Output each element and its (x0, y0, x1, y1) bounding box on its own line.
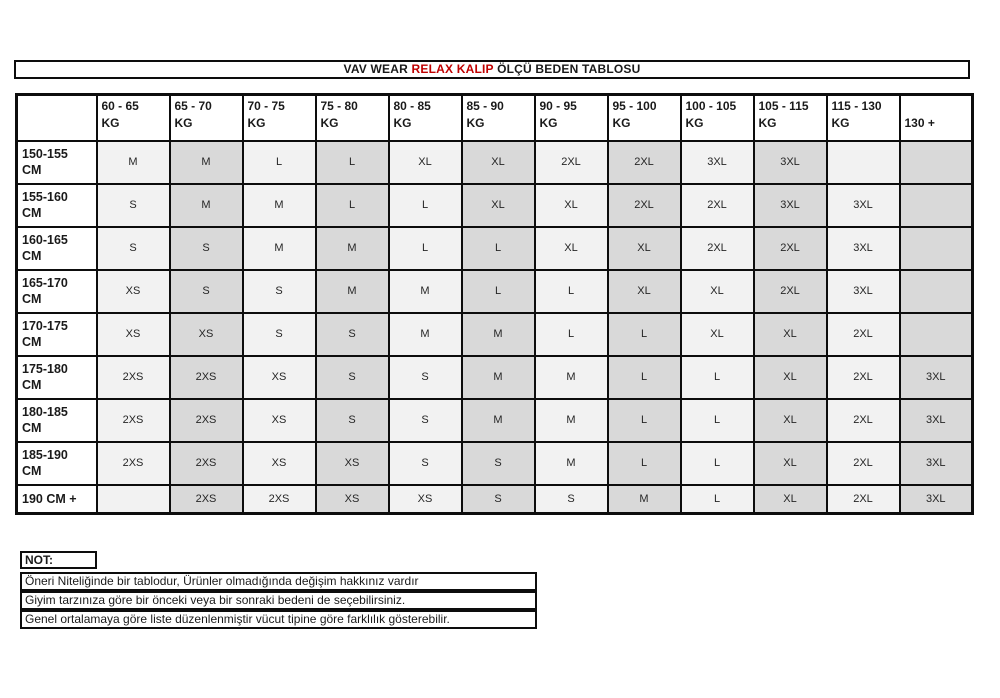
size-cell: S (316, 356, 389, 399)
size-cell: XS (316, 442, 389, 485)
size-cell: XL (462, 184, 535, 227)
size-cell (900, 141, 973, 184)
size-cell: 2XL (608, 141, 681, 184)
size-cell: S (97, 184, 170, 227)
size-cell: 2XS (243, 485, 316, 514)
size-cell: S (389, 356, 462, 399)
size-cell (97, 485, 170, 514)
col-header-9: 100 - 105 KG (681, 95, 754, 141)
size-cell: S (170, 270, 243, 313)
size-cell: XL (754, 356, 827, 399)
size-cell: M (462, 399, 535, 442)
size-cell: 2XL (608, 184, 681, 227)
note-item: Giyim tarzınıza göre bir önceki veya bir sonraki bedeni de seçebilirsiniz. (20, 591, 537, 610)
size-cell: 2XL (827, 442, 900, 485)
size-cell: 3XL (900, 399, 973, 442)
size-cell: M (608, 485, 681, 514)
size-cell: XL (462, 141, 535, 184)
row-header: 155-160 CM (17, 184, 97, 227)
size-cell: XL (535, 184, 608, 227)
size-cell: M (97, 141, 170, 184)
title-highlight: RELAX KALIP (411, 62, 494, 76)
size-cell: L (316, 141, 389, 184)
row-header: 175-180 CM (17, 356, 97, 399)
size-cell: XS (170, 313, 243, 356)
size-cell: L (462, 270, 535, 313)
size-cell: L (681, 399, 754, 442)
size-cell: XL (608, 227, 681, 270)
col-header-5: 80 - 85 KG (389, 95, 462, 141)
size-cell (827, 141, 900, 184)
size-cell: M (535, 442, 608, 485)
size-cell: S (389, 442, 462, 485)
size-cell: 3XL (827, 270, 900, 313)
size-cell: XS (316, 485, 389, 514)
size-cell: 2XL (827, 485, 900, 514)
size-cell: 2XS (97, 399, 170, 442)
size-cell: XS (389, 485, 462, 514)
size-cell: 3XL (754, 141, 827, 184)
size-cell: XL (681, 313, 754, 356)
size-cell: XL (389, 141, 462, 184)
size-cell: 2XS (170, 356, 243, 399)
size-cell (900, 313, 973, 356)
size-cell: 2XS (97, 356, 170, 399)
size-cell: 3XL (754, 184, 827, 227)
col-header-12: 130 + (900, 95, 973, 141)
col-header-2: 65 - 70 KG (170, 95, 243, 141)
size-cell: S (243, 270, 316, 313)
size-cell: 2XL (827, 356, 900, 399)
size-cell: 2XL (754, 227, 827, 270)
size-cell: S (97, 227, 170, 270)
col-header-8: 95 - 100 KG (608, 95, 681, 141)
size-cell: M (462, 313, 535, 356)
size-cell (900, 184, 973, 227)
size-cell: L (389, 184, 462, 227)
size-cell: M (243, 184, 316, 227)
size-cell: L (389, 227, 462, 270)
note-item: Genel ortalamaya göre liste düzenlenmiştir vücut tipine göre farklılık gösterebilir. (20, 610, 537, 629)
size-cell: 3XL (900, 442, 973, 485)
size-cell: S (243, 313, 316, 356)
size-cell: L (681, 442, 754, 485)
size-cell: M (316, 227, 389, 270)
size-cell: L (316, 184, 389, 227)
size-cell: 2XS (97, 442, 170, 485)
size-cell: M (170, 141, 243, 184)
title-suffix: ÖLÇÜ BEDEN TABLOSU (497, 62, 641, 76)
size-cell: L (535, 313, 608, 356)
corner-cell (17, 95, 97, 141)
size-cell: L (535, 270, 608, 313)
size-cell: L (681, 356, 754, 399)
size-cell: 3XL (827, 184, 900, 227)
size-cell: XS (243, 442, 316, 485)
size-cell: 2XL (827, 313, 900, 356)
title-prefix: VAV WEAR (343, 62, 408, 76)
row-header: 190 CM + (17, 485, 97, 514)
row-header: 170-175 CM (17, 313, 97, 356)
size-cell: S (462, 485, 535, 514)
note-item: Öneri Niteliğinde bir tablodur, Ürünler olmadığında değişim hakkınız vardır (20, 572, 537, 591)
col-header-1: 60 - 65 KG (97, 95, 170, 141)
size-cell: L (462, 227, 535, 270)
size-cell (900, 270, 973, 313)
size-cell: 2XL (535, 141, 608, 184)
size-cell: S (170, 227, 243, 270)
size-cell: M (535, 399, 608, 442)
row-header: 165-170 CM (17, 270, 97, 313)
size-cell: L (608, 399, 681, 442)
page-title (14, 60, 970, 79)
size-cell: S (316, 399, 389, 442)
size-cell: S (535, 485, 608, 514)
size-cell: S (389, 399, 462, 442)
size-cell: XL (608, 270, 681, 313)
size-cell: M (535, 356, 608, 399)
size-table (15, 93, 974, 515)
row-header: 180-185 CM (17, 399, 97, 442)
size-cell: L (243, 141, 316, 184)
col-header-4: 75 - 80 KG (316, 95, 389, 141)
size-cell: L (608, 356, 681, 399)
size-cell: L (681, 485, 754, 514)
size-cell: M (316, 270, 389, 313)
col-header-6: 85 - 90 KG (462, 95, 535, 141)
size-cell: 2XS (170, 442, 243, 485)
size-cell: 2XL (754, 270, 827, 313)
row-header: 160-165 CM (17, 227, 97, 270)
size-cell: 2XS (170, 399, 243, 442)
size-cell: 3XL (827, 227, 900, 270)
size-cell: 3XL (681, 141, 754, 184)
size-cell: L (608, 313, 681, 356)
size-cell: 2XS (170, 485, 243, 514)
size-cell: XL (754, 399, 827, 442)
size-cell: XL (754, 485, 827, 514)
size-cell: M (389, 313, 462, 356)
notes-header: NOT: (20, 551, 97, 569)
size-cell (900, 227, 973, 270)
size-cell: 2XL (827, 399, 900, 442)
size-cell: XS (97, 270, 170, 313)
row-header: 150-155 CM (17, 141, 97, 184)
size-cell: 3XL (900, 485, 973, 514)
size-cell: 2XL (681, 227, 754, 270)
size-cell: XS (243, 399, 316, 442)
size-cell: S (316, 313, 389, 356)
size-cell: XL (535, 227, 608, 270)
size-cell: M (389, 270, 462, 313)
size-cell: 3XL (900, 356, 973, 399)
size-cell: M (462, 356, 535, 399)
size-cell: L (608, 442, 681, 485)
size-cell: M (170, 184, 243, 227)
col-header-7: 90 - 95 KG (535, 95, 608, 141)
size-cell: S (462, 442, 535, 485)
size-cell: XS (97, 313, 170, 356)
size-cell: XL (754, 313, 827, 356)
size-cell: XS (243, 356, 316, 399)
col-header-3: 70 - 75 KG (243, 95, 316, 141)
col-header-10: 105 - 115 KG (754, 95, 827, 141)
col-header-11: 115 - 130 KG (827, 95, 900, 141)
size-cell: XL (681, 270, 754, 313)
size-cell: M (243, 227, 316, 270)
size-cell: 2XL (681, 184, 754, 227)
row-header: 185-190 CM (17, 442, 97, 485)
size-cell: XL (754, 442, 827, 485)
